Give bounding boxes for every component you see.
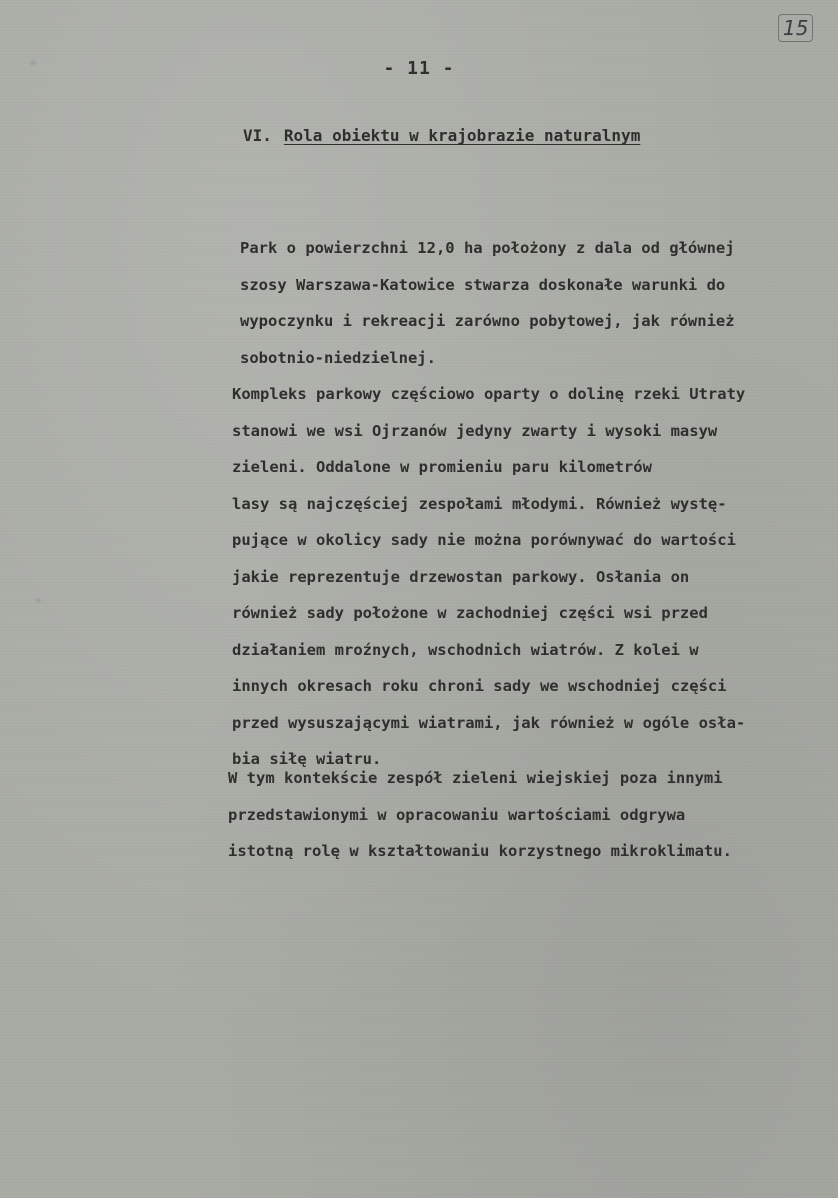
- text-line: jakie reprezentuje drzewostan parkowy. Osłania on: [232, 567, 690, 586]
- folio-number: 15: [778, 14, 813, 42]
- text-line: wypoczynku i rekreacji zarówno pobytowej, jak również: [240, 312, 735, 330]
- text-line: istotną rolę w kształtowaniu korzystnego mikroklimatu.: [228, 842, 732, 860]
- section-title: Rola obiektu w krajobrazie naturalnym: [283, 126, 641, 145]
- text-line: W tym kontekście zespół zieleni wiejskiej poza innymi: [228, 769, 723, 787]
- text-line: bia siłę wiatru.: [232, 750, 382, 768]
- text-line: stanowi we wsi Ojrzanów jedyny zwarty i wysoki masyw: [232, 421, 718, 440]
- text-line: zieleni. Oddalone w promieniu paru kilometrów: [232, 458, 652, 476]
- paragraph-2: [232, 376, 832, 778]
- text-line: Park o powierzchni 12,0 ha położony z dala od głównej: [240, 239, 735, 257]
- text-line: Kompleks parkowy częściowo oparty o dolinę rzeki Utraty: [232, 385, 746, 403]
- text-line: pujące w okolicy sady nie można porównywać do wartości: [232, 531, 736, 549]
- text-line: przed wysuszającymi wiatrami, jak również w ogóle osła-: [232, 713, 746, 732]
- text-line: również sady położone w zachodniej części wsi przed: [232, 604, 708, 622]
- paper-speck: [36, 598, 41, 603]
- text-line: działaniem mroźnych, wschodnich wiatrów. Z kolei w: [232, 640, 699, 659]
- text-line: przedstawionymi w opracowaniu wartościami odgrywa: [228, 805, 686, 824]
- section-number: VI.: [243, 126, 272, 145]
- text-line: lasy są najczęściej zespołami młodymi. Również wystę-: [232, 494, 727, 513]
- section-heading: [243, 126, 640, 145]
- paragraph-1: [240, 230, 838, 376]
- page-number: - 11 -: [383, 58, 455, 79]
- text-line: sobotnio-niedzielnej.: [240, 348, 436, 367]
- paragraph-3: [228, 760, 828, 870]
- text-line: innych okresach roku chroni sady we wschodniej części: [232, 677, 727, 695]
- text-line: szosy Warszawa-Katowice stwarza doskonałe warunki do: [240, 275, 726, 294]
